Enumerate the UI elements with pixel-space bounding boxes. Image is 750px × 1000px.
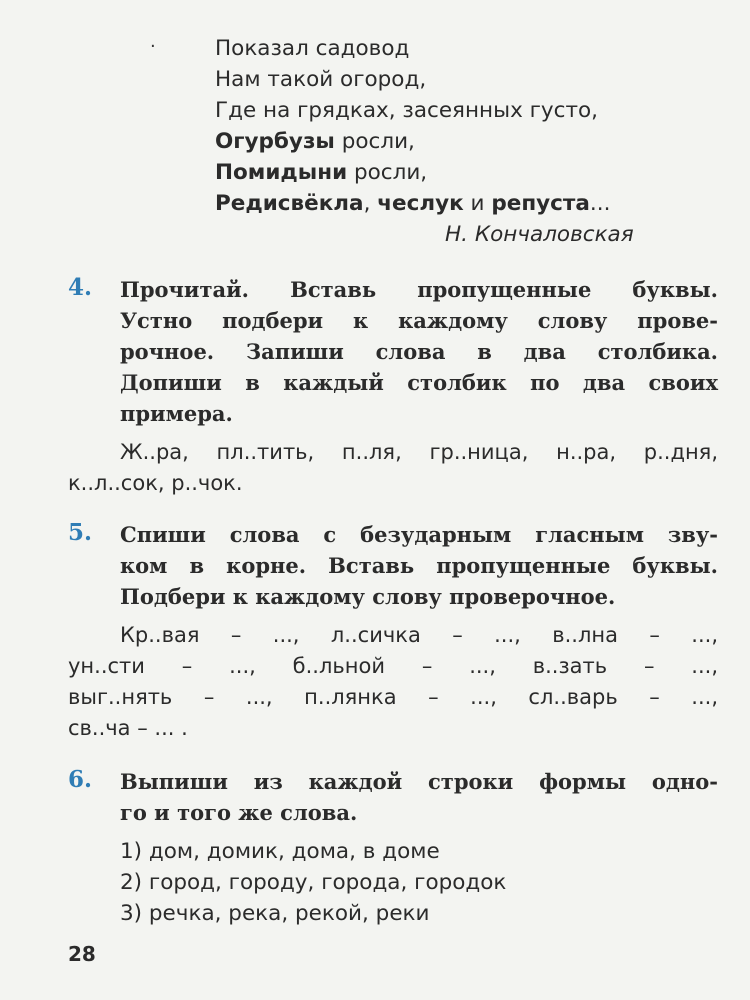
task-line: рочное. Запиши слова в два столбика. bbox=[120, 339, 718, 364]
words-line: к..л..сок, р..чок. bbox=[68, 471, 243, 495]
poem-text: ... bbox=[589, 191, 611, 216]
bullet-dot: · bbox=[150, 36, 156, 57]
poem-word-bold: Редисвёкла bbox=[215, 191, 364, 216]
poem-word-bold: чеслук bbox=[377, 191, 464, 216]
task-line: примера. bbox=[120, 401, 233, 426]
exercise-words bbox=[68, 437, 718, 499]
task-line: ком в корне. Вставь пропущенные буквы. bbox=[120, 553, 718, 578]
exercise-task bbox=[120, 519, 718, 612]
poem-text: росли, bbox=[347, 160, 428, 185]
exercise-number: 5. bbox=[68, 519, 93, 546]
poem-author: Н. Кончаловская bbox=[445, 222, 634, 247]
list-item: 1) дом, домик, дома, в доме bbox=[120, 839, 440, 864]
poem bbox=[215, 33, 685, 247]
poem-line-2: Нам такой огород, bbox=[215, 67, 427, 92]
poem-line-5 bbox=[215, 157, 685, 188]
poem-line-3: Где на грядках, засеянных густо, bbox=[215, 98, 598, 123]
poem-line-4 bbox=[215, 126, 685, 157]
poem-word-bold: Помидыни bbox=[215, 160, 348, 185]
words-line: св..ча – ... . bbox=[68, 716, 188, 740]
poem-text: и bbox=[463, 191, 492, 216]
words-line: ун..сти – ..., б..льной – ..., в..зать – ..., bbox=[68, 654, 718, 678]
words-line: Ж..ра, пл..тить, п..ля, гр..ница, н..ра, р..дня, bbox=[120, 440, 718, 464]
words-line: Кр..вая – ..., л..сичка – ..., в..лна – ..., bbox=[120, 623, 718, 647]
poem-line-1: Показал садовод bbox=[215, 36, 410, 61]
poem-line-6 bbox=[215, 188, 685, 219]
list-item: 2) город, городу, города, городок bbox=[120, 870, 507, 895]
list-item: 3) речка, река, рекой, реки bbox=[120, 901, 430, 926]
task-line: Допиши в каждый столбик по два своих bbox=[120, 370, 718, 395]
task-line: Подбери к каждому слову проверочное. bbox=[120, 584, 616, 609]
exercise-task bbox=[120, 274, 718, 429]
poem-word-bold: Огурбузы bbox=[215, 129, 335, 154]
task-line: го и того же слова. bbox=[120, 800, 358, 825]
exercise-number: 4. bbox=[68, 274, 93, 301]
word-form-list bbox=[120, 836, 506, 929]
poem-text: , bbox=[363, 191, 378, 216]
exercise-task bbox=[120, 766, 718, 828]
task-line: Выпиши из каждой строки формы одно- bbox=[120, 769, 718, 794]
exercise-words bbox=[68, 620, 718, 744]
words-line: выг..нять – ..., п..лянка – ..., сл..варь – ..., bbox=[68, 685, 718, 709]
task-line: Спиши слова с безударным гласным зву- bbox=[120, 522, 718, 547]
task-line: Устно подбери к каждому слову прове- bbox=[120, 308, 718, 333]
poem-text: росли, bbox=[334, 129, 415, 154]
exercise-number: 6. bbox=[68, 766, 93, 793]
task-line: Прочитай. Вставь пропущенные буквы. bbox=[120, 277, 718, 302]
page-number: 28 bbox=[68, 942, 96, 966]
poem-word-bold: репуста bbox=[491, 191, 590, 216]
